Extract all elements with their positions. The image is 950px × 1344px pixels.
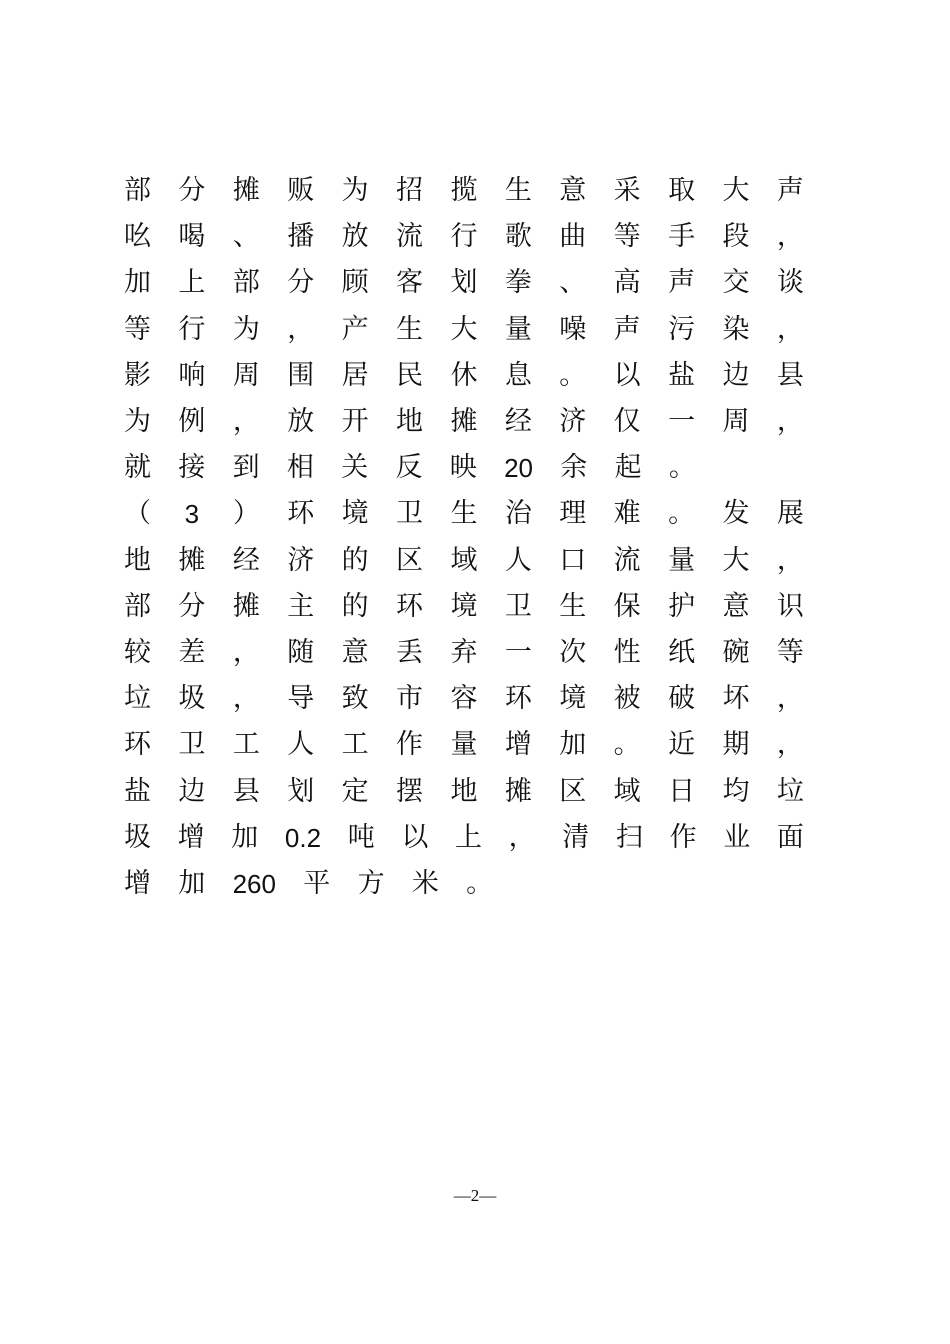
text-char: 碗: [722, 637, 750, 668]
text-char: 交: [722, 267, 750, 299]
text-char: 噪: [559, 313, 587, 345]
text-char: 加: [178, 868, 206, 899]
text-char: 、: [559, 267, 587, 299]
text-char: 划: [450, 267, 478, 299]
text-char: 周: [722, 406, 750, 437]
text-char: 流: [613, 544, 641, 576]
text-char: ，: [232, 406, 260, 437]
text-char: 贩: [287, 175, 315, 206]
text-char: ，: [776, 683, 804, 715]
text-char: 济: [559, 406, 587, 437]
text-char: 顾: [341, 267, 369, 299]
text-char: 等: [124, 313, 151, 345]
text-char: 吨: [347, 821, 375, 853]
text-char: 治: [504, 498, 532, 530]
text-char: 。: [668, 498, 696, 530]
text-char: 上: [178, 267, 206, 299]
text-char: 卫: [396, 498, 424, 530]
text-char: 相: [286, 452, 314, 484]
text-char: 放: [341, 221, 369, 253]
text-char: 作: [669, 821, 697, 853]
text-char: ，: [776, 406, 804, 437]
text-char: 谈: [776, 267, 804, 299]
text-char: 展: [776, 498, 804, 530]
text-char: 随: [287, 637, 315, 668]
text-char: 摊: [178, 544, 206, 576]
text-char: 响: [178, 359, 206, 391]
text-line: [124, 864, 804, 904]
text-char: 以: [401, 821, 429, 853]
text-char: 反: [395, 452, 423, 484]
text-char: 盐: [124, 775, 151, 807]
text-char: 部: [232, 267, 260, 299]
text-line: [124, 171, 804, 211]
text-char: 部: [124, 590, 151, 622]
text-char: 边: [178, 775, 206, 807]
text-char: 为: [124, 406, 151, 437]
text-char: 经: [232, 544, 260, 576]
page-number: —2—: [453, 1186, 497, 1205]
text-char: 难: [613, 498, 641, 530]
text-char: 20: [504, 453, 533, 484]
text-char: 生: [504, 175, 532, 206]
text-char: 大: [450, 313, 478, 345]
text-char: 高: [613, 267, 641, 299]
text-char: 域: [613, 775, 641, 807]
text-char: 均: [722, 775, 750, 807]
text-char: 日: [668, 775, 696, 807]
text-line: [124, 310, 804, 350]
text-char: 意: [722, 590, 750, 622]
text-char: 划: [287, 775, 315, 807]
text-char: 增: [177, 821, 205, 853]
text-line: [124, 263, 804, 303]
text-char: 例: [178, 406, 206, 437]
text-char: 期: [722, 729, 750, 761]
text-char: 为: [341, 175, 369, 206]
text-char: 周: [232, 359, 260, 391]
text-line: [124, 402, 804, 442]
text-char: 段: [722, 221, 750, 253]
text-line: [124, 448, 804, 488]
text-char: 市: [396, 683, 424, 715]
text-char: 平: [303, 868, 331, 899]
text-char: 较: [124, 637, 151, 668]
text-char: ，: [776, 221, 804, 253]
text-line: [124, 356, 804, 396]
text-char: 围: [287, 359, 315, 391]
text-line: [124, 679, 804, 719]
text-char: 摊: [232, 590, 260, 622]
text-char: 等: [613, 221, 641, 253]
text-char: 民: [396, 359, 424, 391]
text-char: ，: [287, 313, 315, 345]
text-char: 垃: [124, 683, 151, 715]
text-char: 260: [232, 869, 276, 899]
text-char: 性: [613, 637, 641, 668]
text-char: 致: [341, 683, 369, 715]
text-char: 的: [341, 544, 369, 576]
text-char: 揽: [450, 175, 478, 206]
text-char: 面: [776, 821, 804, 853]
text-char: 客: [396, 267, 424, 299]
text-char: 境: [559, 683, 587, 715]
text-char: 量: [668, 544, 696, 576]
text-char: 济: [287, 544, 315, 576]
text-char: 以: [613, 359, 641, 391]
text-char: 盐: [668, 359, 696, 391]
text-char: 部: [124, 175, 151, 206]
text-line: [124, 217, 804, 257]
text-char: 工: [232, 729, 260, 761]
text-line: [124, 494, 804, 534]
text-char: 清: [562, 821, 590, 853]
text-char: 县: [232, 775, 260, 807]
text-char: 地: [124, 544, 151, 576]
text-char: ，: [776, 544, 804, 576]
text-char: 招: [396, 175, 424, 206]
text-char: 。: [668, 452, 696, 484]
text-char: 地: [450, 775, 478, 807]
text-char: 手: [668, 221, 696, 253]
text-char: 生: [559, 590, 587, 622]
text-char: （: [124, 498, 151, 530]
text-char: 环: [287, 498, 315, 530]
text-char: 量: [450, 729, 478, 761]
text-char: 等: [776, 637, 804, 668]
text-char: 3: [184, 499, 200, 530]
text-char: 理: [559, 498, 587, 530]
text-char: 坏: [722, 683, 750, 715]
text-char: 摊: [450, 406, 478, 437]
text-char: 、: [232, 221, 260, 253]
text-char: 县: [776, 359, 804, 391]
text-char: ，: [232, 637, 260, 668]
text-char: 境: [341, 498, 369, 530]
text-char: 环: [504, 683, 532, 715]
text-char: 弃: [450, 637, 478, 668]
text-char: 次: [559, 637, 587, 668]
text-char: 的: [341, 590, 369, 622]
text-char: 摆: [396, 775, 424, 807]
text-char: 大: [722, 175, 750, 206]
text-char: 纸: [668, 637, 696, 668]
text-char: 加: [231, 821, 259, 853]
text-char: 区: [559, 775, 587, 807]
text-char: 0.2: [284, 822, 322, 853]
text-char: 。: [466, 868, 494, 899]
text-char: 工: [341, 729, 369, 761]
text-char: 保: [613, 590, 641, 622]
text-char: 经: [504, 406, 532, 437]
text-char: 生: [396, 313, 424, 345]
text-char: 产: [341, 313, 369, 345]
text-char: 差: [178, 637, 206, 668]
text-char: 。: [559, 359, 587, 391]
text-char: ，: [232, 683, 260, 715]
text-char: 休: [450, 359, 478, 391]
text-line: [124, 633, 804, 673]
text-char: 扫: [615, 821, 643, 853]
text-char: 地: [396, 406, 424, 437]
text-char: 意: [559, 175, 587, 206]
text-char: 量: [504, 313, 532, 345]
text-char: 定: [341, 775, 369, 807]
text-char: 分: [178, 175, 206, 206]
text-char: 丢: [396, 637, 424, 668]
text-char: 摊: [232, 175, 260, 206]
text-char: 拳: [504, 267, 532, 299]
text-char: 上: [455, 821, 482, 853]
text-line: [124, 587, 804, 627]
text-char: 作: [396, 729, 424, 761]
text-char: 导: [287, 683, 315, 715]
text-char: 近: [668, 729, 696, 761]
text-char: 环: [396, 590, 424, 622]
text-char: 息: [504, 359, 532, 391]
text-char: 播: [287, 221, 315, 253]
text-char: 生: [450, 498, 478, 530]
text-char: 人: [287, 729, 315, 761]
text-char: 护: [668, 590, 696, 622]
text-line: [124, 725, 804, 765]
text-char: 行: [450, 221, 478, 253]
text-char: 增: [504, 729, 532, 761]
text-line: [124, 818, 804, 858]
text-char: 污: [668, 313, 696, 345]
text-char: ，: [508, 821, 536, 853]
text-char: 采: [613, 175, 641, 206]
text-char: 米: [411, 868, 439, 899]
text-char: 余: [560, 452, 588, 484]
text-char: 到: [232, 452, 260, 484]
text-char: 卫: [178, 729, 206, 761]
text-char: 取: [668, 175, 696, 206]
text-char: 方: [357, 868, 385, 899]
text-char: 口: [559, 544, 587, 576]
text-char: 加: [124, 267, 151, 299]
text-char: 大: [722, 544, 750, 576]
text-char: 摊: [504, 775, 532, 807]
text-char: 垃: [776, 775, 804, 807]
text-char: 映: [449, 452, 477, 484]
text-char: 放: [287, 406, 315, 437]
text-char: 声: [613, 313, 641, 345]
text-char: 境: [450, 590, 478, 622]
text-char: 发: [722, 498, 750, 530]
text-char: 流: [396, 221, 424, 253]
text-char: 一: [504, 637, 532, 668]
text-line: [124, 772, 804, 812]
text-char: 加: [559, 729, 587, 761]
text-char: 接: [178, 452, 206, 484]
text-char: 就: [124, 452, 151, 484]
text-char: 识: [776, 590, 804, 622]
text-char: 声: [776, 175, 804, 206]
text-char: 域: [450, 544, 478, 576]
text-char: 行: [178, 313, 206, 345]
text-char: 影: [124, 359, 151, 391]
text-char: 居: [341, 359, 369, 391]
text-char: 环: [124, 729, 151, 761]
text-char: 意: [341, 637, 369, 668]
text-char: 仅: [613, 406, 641, 437]
text-char: 分: [287, 267, 315, 299]
text-char: 起: [614, 452, 642, 484]
text-char: 边: [722, 359, 750, 391]
text-char: 卫: [504, 590, 532, 622]
text-char: ）: [232, 498, 260, 530]
text-char: 曲: [559, 221, 587, 253]
text-char: 声: [668, 267, 696, 299]
text-char: 。: [613, 729, 641, 761]
text-char: 区: [396, 544, 424, 576]
text-line: [124, 541, 804, 581]
text-char: 圾: [124, 821, 151, 853]
text-char: 业: [723, 821, 751, 853]
text-char: 喝: [178, 221, 206, 253]
text-char: 主: [287, 590, 315, 622]
text-char: 被: [613, 683, 641, 715]
text-char: ，: [776, 313, 804, 345]
text-char: 开: [341, 406, 369, 437]
text-char: 歌: [504, 221, 532, 253]
text-char: ，: [776, 729, 804, 761]
text-char: 分: [178, 590, 206, 622]
text-char: 破: [668, 683, 696, 715]
text-char: 染: [722, 313, 750, 345]
text-char: 容: [450, 683, 478, 715]
text-char: 人: [504, 544, 532, 576]
text-char: 一: [668, 406, 696, 437]
text-char: 为: [232, 313, 260, 345]
text-char: 关: [341, 452, 369, 484]
text-char: 圾: [178, 683, 206, 715]
text-char: 增: [124, 868, 151, 899]
text-char: 吆: [124, 221, 151, 253]
